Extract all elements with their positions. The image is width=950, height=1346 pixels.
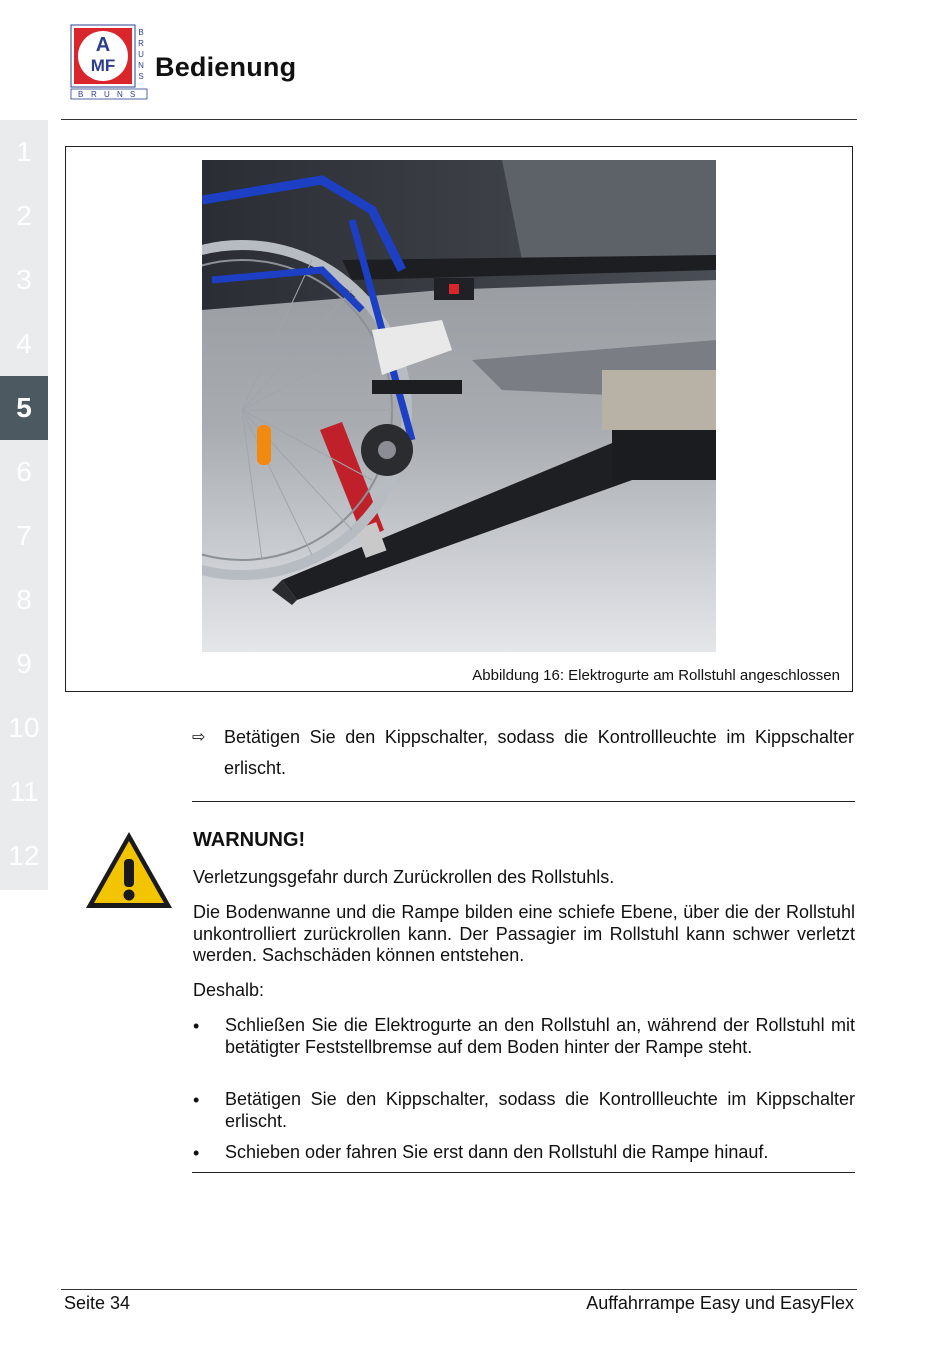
header-divider [61,119,857,120]
chapter-tab-3[interactable]: 3 [16,264,32,295]
chapter-tab-9[interactable]: 9 [16,648,32,679]
warning-paragraph: Die Bodenwanne und die Rampe bilden eine schiefe Ebene, über die der Rollstuhl unkontrolliert zurückrollen kann. Der Passagier im Rollstuhl kann schwer verletzt werden. Sachschäden können entstehen. [193,902,855,965]
page-number: Seite 34 [64,1293,131,1313]
warning-title: WARNUNG! [193,829,306,851]
chapter-tab-6[interactable]: 6 [16,456,32,487]
wheelchair-ramp-photo [202,160,716,652]
svg-text:U: U [104,90,110,99]
footer-divider [61,1289,857,1290]
svg-text:R: R [91,90,97,99]
svg-text:A: A [95,34,111,56]
chapter-tab-1[interactable]: 1 [16,136,32,167]
warning-bullet-3: Schieben oder fahren Sie erst dann den Rollstuhl die Rampe hinauf. [225,1142,769,1162]
chapter-tab-8[interactable]: 8 [16,584,32,615]
arrow-right-icon: ⇨ [192,729,206,746]
warning-subtitle: Verletzungsgefahr durch Zurückrollen des Rollstuhls. [193,867,615,887]
svg-text:B: B [138,28,144,37]
svg-text:B: B [78,90,84,99]
svg-text:U: U [138,50,144,59]
chapter-tab-11[interactable]: 11 [9,776,39,807]
amf-bruns-logo [70,24,148,100]
warning-lead: Deshalb: [193,980,265,1000]
svg-text:MF: MF [90,56,116,75]
svg-text:R: R [138,39,144,48]
warning-triangle-icon [83,829,175,911]
svg-text:N: N [117,90,123,99]
svg-text:N: N [138,61,144,70]
warning-bottom-divider [192,1172,855,1173]
chapter-tabs [0,120,48,890]
bullet-marker: • [193,1143,200,1163]
chapter-tab-2[interactable]: 2 [16,200,32,231]
chapter-tab-12[interactable]: 12 [8,840,40,871]
bullet-marker: • [193,1090,200,1110]
chapter-tab-7[interactable]: 7 [16,520,32,551]
chapter-tab-10[interactable]: 10 [8,712,40,743]
chapter-tab-4[interactable]: 4 [16,328,32,359]
page-title: Bedienung [155,52,297,82]
warning-bullet-1: Schließen Sie die Elektrogurte an den Rollstuhl an, während der Rollstuhl mit betätigter Feststellbremse auf dem Boden hinter der Rampe steht. [225,1015,855,1057]
figure-caption: Abbildung 16: Elektrogurte am Rollstuhl angeschlossen [472,667,840,684]
warning-top-divider [192,801,855,802]
instruction-text: Betätigen Sie den Kippschalter, sodass die Kontrollleuchte im Kippschalter erlischt. [224,727,854,778]
chapter-tab-5[interactable]: 5 [0,376,48,440]
bullet-marker: • [193,1016,200,1036]
warning-bullet-2: Betätigen Sie den Kippschalter, sodass die Kontrollleuchte im Kippschalter erlischt. [225,1089,855,1131]
svg-text:S: S [138,72,144,81]
product-name: Auffahrrampe Easy und EasyFlex [586,1293,854,1313]
svg-text:S: S [130,90,136,99]
